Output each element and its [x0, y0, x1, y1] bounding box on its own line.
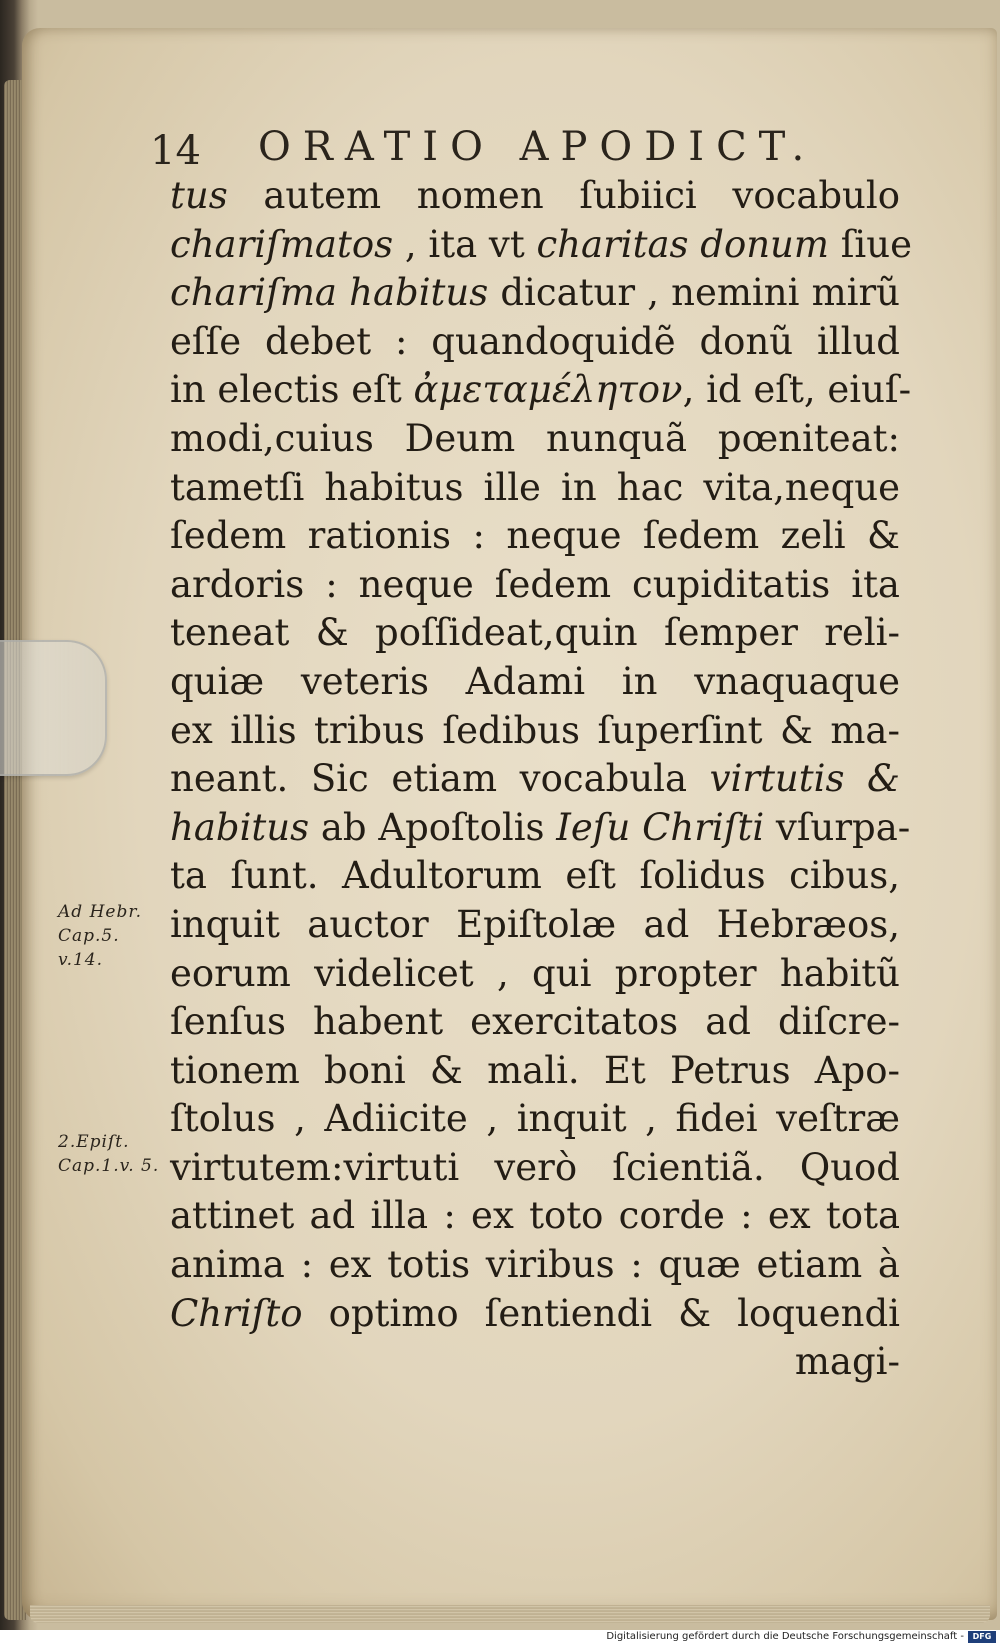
- text-line: [170, 512, 900, 561]
- italic-segment: Ieſu Chriſti: [556, 805, 765, 849]
- italic-segment: chariſmatos: [170, 222, 394, 266]
- text-segment: ſenſus habent exercitatos ad diſcre-: [170, 1000, 900, 1044]
- text-line: [170, 1047, 900, 1096]
- text-segment: autem nomen ſubiici vocabulo: [227, 174, 900, 217]
- text-segment: neant. Sic etiam vocabula: [170, 757, 710, 801]
- text-line: [170, 221, 912, 270]
- text-line: [170, 318, 900, 367]
- text-segment: ſiue: [828, 222, 912, 266]
- text-segment: inquit auctor Epiſtolæ ad Hebræos,: [170, 902, 900, 946]
- text-line: [170, 464, 900, 513]
- italic-segment: ἀμεταμέλητον: [413, 368, 683, 412]
- italic-segment: virtutis &: [709, 757, 900, 801]
- dfg-logo: DFG: [968, 1631, 996, 1643]
- text-segment: , ita vt: [393, 222, 537, 266]
- text-segment: in electis eſt: [170, 368, 414, 412]
- text-line: [170, 1095, 900, 1144]
- marginal-note-line: Cap.1.v. 5.: [58, 1156, 160, 1176]
- page-number: 14: [150, 128, 201, 174]
- text-line: [170, 658, 900, 707]
- marginal-note-line: v.14.: [58, 950, 104, 970]
- digitization-footer: [0, 1630, 1000, 1644]
- running-head: [150, 118, 930, 178]
- text-line: [170, 172, 900, 221]
- text-line: [170, 852, 900, 901]
- text-line: [170, 609, 900, 658]
- text-segment: eſſe debet : quandoquidẽ donũ illud: [170, 319, 900, 363]
- marginal-note-epistle: [58, 1130, 159, 1178]
- italic-segment: chariſma habitus: [170, 271, 489, 315]
- page-stack-bottom-edge: [30, 1605, 990, 1623]
- text-segment: eorum videlicet , qui propter habitũ: [170, 951, 900, 995]
- running-title: ORATIO APODICT.: [258, 124, 817, 170]
- text-line: [170, 755, 900, 804]
- text-segment: ta ſunt. Adultorum eſt ſolidus cibus,: [170, 854, 900, 898]
- text-segment: dicatur , nemini mirũ: [488, 271, 901, 315]
- text-segment: , id eſt, eiuſ-: [682, 368, 912, 412]
- marginal-note-line: Cap.5.: [58, 926, 120, 946]
- text-line: [170, 1192, 900, 1241]
- text-segment: ardoris : neque ſedem cupiditatis ita: [170, 562, 900, 606]
- text-segment: ex illis tribus ſedibus ſuperſint & ma-: [170, 708, 900, 752]
- text-line: [170, 707, 900, 756]
- text-line: [170, 804, 911, 853]
- italic-segment: charitas donum: [536, 222, 829, 266]
- page-clip-tab: [0, 640, 107, 776]
- text-line: [170, 901, 900, 950]
- text-line: [170, 269, 900, 318]
- text-line: [170, 950, 900, 999]
- text-segment: ſedem rationis : neque ſedem zeli &: [170, 514, 900, 558]
- marginal-note-hebrews: [58, 900, 142, 972]
- text-line: [170, 561, 900, 610]
- text-segment: attinet ad illa : ex toto corde : ex tota: [170, 1194, 900, 1238]
- text-segment: vſurpa-: [764, 805, 911, 849]
- text-segment: ſtolus , Adiicite , inquit , fidei veſtræ: [170, 1097, 900, 1141]
- text-segment: anima : ex totis viribus : quæ etiam à: [170, 1243, 900, 1287]
- text-segment: magi-: [794, 1340, 900, 1384]
- text-segment: tionem boni & mali. Et Petrus Apo-: [170, 1048, 900, 1092]
- text-line: [170, 415, 900, 464]
- italic-segment: Chriſto: [170, 1291, 303, 1335]
- text-line: [170, 1290, 900, 1339]
- body-text: [170, 172, 912, 1387]
- text-line: [170, 1338, 900, 1387]
- italic-segment: habitus: [170, 805, 310, 849]
- text-line: [170, 366, 912, 415]
- text-segment: tametſi habitus ille in hac vita,neque: [170, 465, 900, 509]
- text-segment: ab Apoſtolis: [309, 805, 557, 849]
- text-line: [170, 998, 900, 1047]
- text-line: [170, 1241, 900, 1290]
- marginal-note-line: Ad Hebr.: [58, 902, 142, 922]
- marginal-note-line: 2.Epiſt.: [58, 1132, 130, 1152]
- italic-segment: tus: [170, 174, 228, 217]
- text-segment: modi,cuius Deum nunquã pœniteat:: [170, 416, 900, 460]
- text-line: [170, 1144, 900, 1193]
- text-segment: virtutem:virtuti verò ſcientiã. Quod: [170, 1145, 900, 1189]
- footer-credit: Digitalisierung gefördert durch die Deutsche Forschungsgemeinschaft -: [606, 1631, 964, 1642]
- text-segment: quiæ veteris Adami in vnaquaque: [170, 659, 900, 703]
- text-segment: optimo ſentiendi & loquendi: [302, 1291, 900, 1335]
- text-segment: teneat & poſſideat,quin ſemper reli-: [170, 611, 900, 655]
